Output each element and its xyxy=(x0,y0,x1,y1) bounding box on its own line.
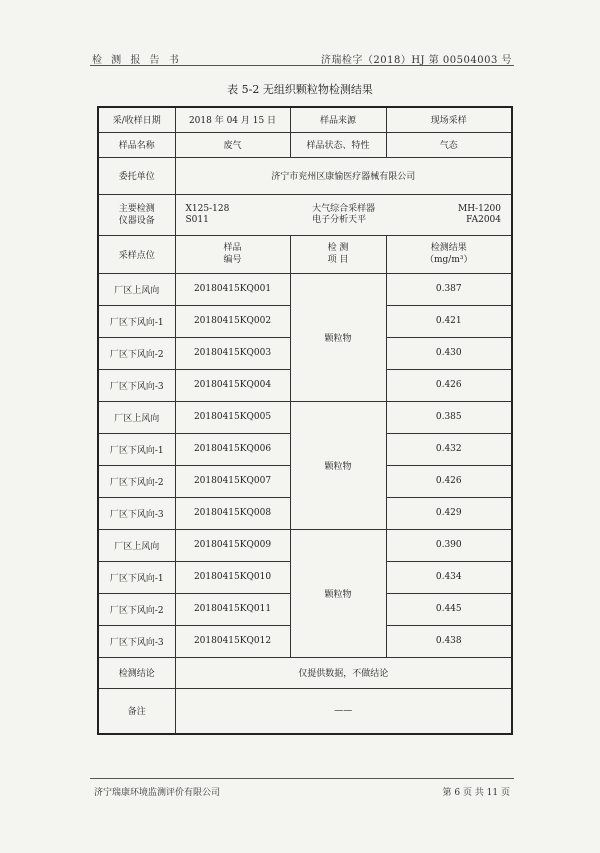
test-item: 颗粒物 xyxy=(290,529,386,657)
sample-id: 20180415KQ001 xyxy=(175,273,290,305)
sampling-point: 厂区下风向-2 xyxy=(98,337,175,369)
equipment-label xyxy=(98,194,175,235)
sampling-point: 厂区下风向-3 xyxy=(98,369,175,401)
test-result: 0.432 xyxy=(386,433,512,465)
sample-id: 20180415KQ004 xyxy=(175,369,290,401)
sampling-point: 厂区下风向-1 xyxy=(98,305,175,337)
sampling-point: 厂区上风向 xyxy=(98,529,175,561)
test-result: 0.390 xyxy=(386,529,512,561)
test-result: 0.426 xyxy=(386,369,512,401)
column-header-item xyxy=(290,235,386,273)
sampling-point: 厂区下风向-1 xyxy=(98,433,175,465)
page-number: 第 6 页 共 11 页 xyxy=(442,788,510,798)
equipment-model: S011 xyxy=(185,214,209,225)
table-row xyxy=(98,273,512,305)
column-header-line: 检测结果 xyxy=(430,243,467,253)
report-number: 济瑞检字（2018）HJ 第 00504003 号 xyxy=(320,55,512,66)
sample-id: 20180415KQ012 xyxy=(175,625,290,657)
conclusion-value: 仅提供数据，不做结论 xyxy=(175,657,512,688)
equipment-type: MH-1200 xyxy=(457,203,501,214)
sample-id: 20180415KQ005 xyxy=(175,401,290,433)
remark-label: 备注 xyxy=(98,688,175,734)
state-label: 样品状态、特性 xyxy=(290,132,386,157)
source-value: 现场采样 xyxy=(386,107,512,132)
test-result: 0.430 xyxy=(386,337,512,369)
table-row xyxy=(98,107,512,132)
name-value: 废气 xyxy=(175,132,290,157)
name-label: 样品名称 xyxy=(98,132,175,157)
equipment-name: 电子分析天平 xyxy=(312,214,367,225)
sample-id: 20180415KQ011 xyxy=(175,593,290,625)
sampling-point: 厂区上风向 xyxy=(98,401,175,433)
table-row xyxy=(98,657,512,688)
client-label: 委托单位 xyxy=(98,157,175,194)
table-row xyxy=(98,132,512,157)
sample-id: 20180415KQ002 xyxy=(175,305,290,337)
table-row xyxy=(98,529,512,561)
test-item: 颗粒物 xyxy=(290,273,386,401)
source-label: 样品来源 xyxy=(290,107,386,132)
test-result: 0.387 xyxy=(386,273,512,305)
sampling-point: 厂区下风向-2 xyxy=(98,593,175,625)
header-divider xyxy=(90,65,514,66)
test-result: 0.434 xyxy=(386,561,512,593)
sampling-point: 厂区下风向-3 xyxy=(98,625,175,657)
test-result: 0.445 xyxy=(386,593,512,625)
equipment-label-line: 仪器设备 xyxy=(118,215,155,226)
sample-id: 20180415KQ006 xyxy=(175,433,290,465)
column-header-line: 检 测 xyxy=(327,243,349,253)
sample-id: 20180415KQ010 xyxy=(175,561,290,593)
footer-divider xyxy=(90,778,514,779)
table-row xyxy=(98,157,512,194)
table-row xyxy=(98,688,512,734)
sampling-point: 厂区下风向-3 xyxy=(98,497,175,529)
equipment-type: FA2004 xyxy=(466,214,501,225)
test-result: 0.385 xyxy=(386,401,512,433)
column-header-result xyxy=(386,235,512,273)
column-header-sample xyxy=(175,235,290,273)
sampling-point: 厂区上风向 xyxy=(98,273,175,305)
test-result: 0.421 xyxy=(386,305,512,337)
test-result: 0.426 xyxy=(386,465,512,497)
column-header-row xyxy=(98,235,512,273)
equipment-name: 大气综合采样器 xyxy=(312,203,376,214)
sampling-point: 厂区下风向-2 xyxy=(98,465,175,497)
test-item: 颗粒物 xyxy=(290,401,386,529)
date-label: 采/收样日期 xyxy=(98,107,175,132)
sample-id: 20180415KQ008 xyxy=(175,497,290,529)
test-result: 0.438 xyxy=(386,625,512,657)
sampling-point: 厂区下风向-1 xyxy=(98,561,175,593)
equipment-list xyxy=(175,194,512,235)
column-header-line: 项 目 xyxy=(327,255,349,265)
date-value: 2018 年 04 月 15 日 xyxy=(175,107,290,132)
client-value: 济宁市兖州区康愉医疗器械有限公司 xyxy=(175,157,512,194)
table-row xyxy=(98,401,512,433)
equipment-model: X125-128 xyxy=(185,203,230,214)
column-header-point: 采样点位 xyxy=(98,235,175,273)
sample-id: 20180415KQ007 xyxy=(175,465,290,497)
state-value: 气态 xyxy=(386,132,512,157)
column-header-line: 样品 xyxy=(223,243,242,253)
equipment-label-line: 主要检测 xyxy=(118,203,155,214)
results-table xyxy=(97,106,513,735)
conclusion-label: 检测结论 xyxy=(98,657,175,688)
test-result: 0.429 xyxy=(386,497,512,529)
column-header-line: （mg/m³） xyxy=(425,255,473,265)
column-header-line: 编号 xyxy=(223,255,242,265)
remark-value: —— xyxy=(175,688,512,734)
table-caption: 表 5-2 无组织颗粒物检测结果 xyxy=(227,83,373,96)
sample-id: 20180415KQ009 xyxy=(175,529,290,561)
company-name: 济宁瑞康环境监测评价有限公司 xyxy=(94,788,221,798)
sample-id: 20180415KQ003 xyxy=(175,337,290,369)
header-title: 检 测 报 告 书 xyxy=(92,55,182,66)
table-row xyxy=(98,194,512,235)
